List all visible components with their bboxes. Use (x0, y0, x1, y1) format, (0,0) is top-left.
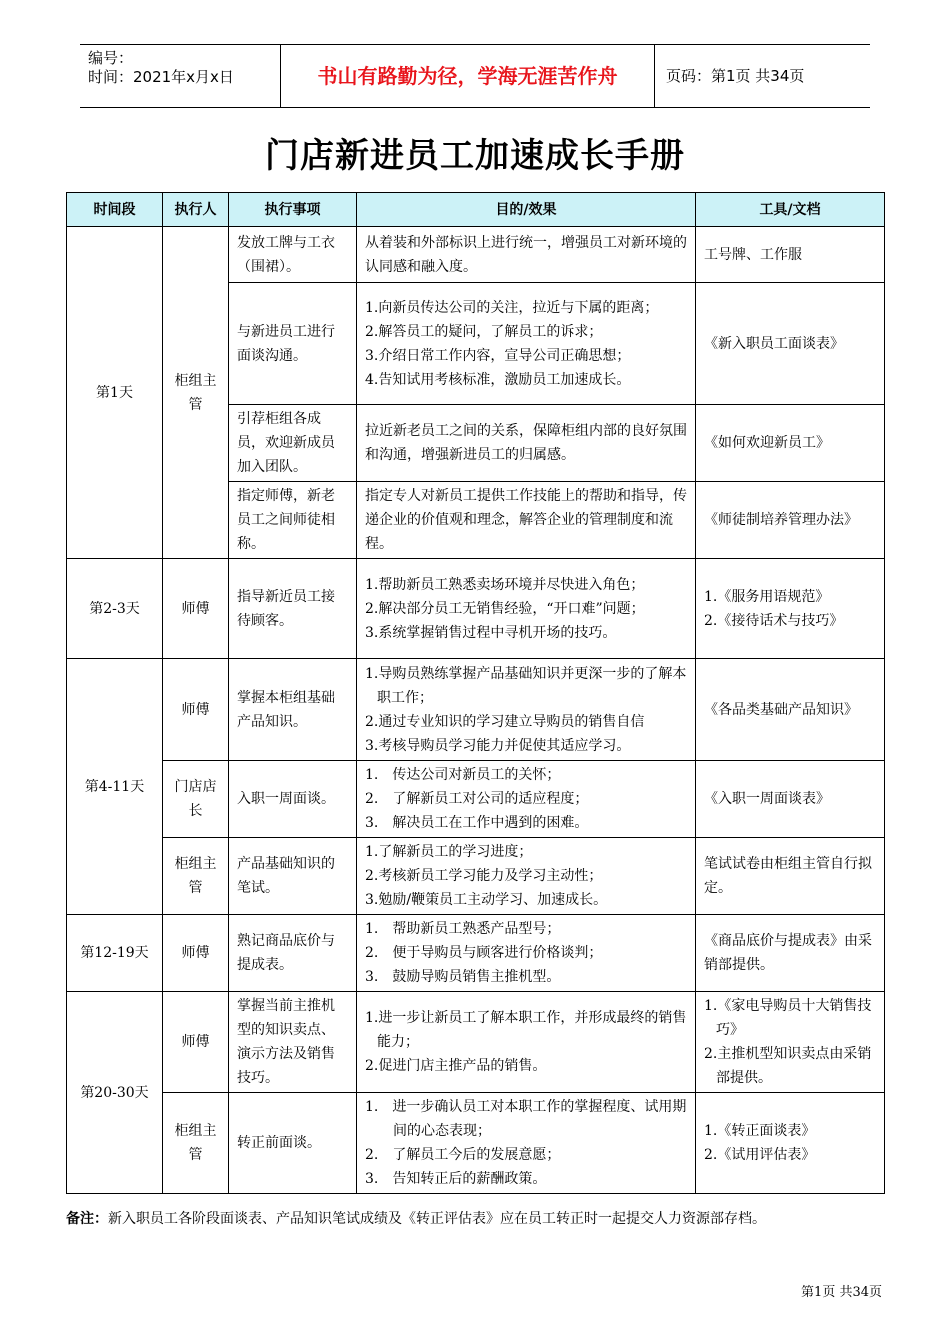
table-header-row (67, 193, 885, 227)
purpose-line: 指定专人对新员工提供工作技能上的帮助和指导，传递企业的价值观和理念，解答企业的管理制度和流程。 (365, 488, 687, 552)
table-row (67, 559, 885, 659)
purpose-line: 1. 传达公司对新员工的关怀； (365, 767, 561, 783)
purpose-cell (357, 915, 696, 992)
purpose-line: 2. 便于导购员与顾客进行价格谈判； (365, 945, 603, 961)
tool-line: 《新入职员工面谈表》 (704, 335, 844, 352)
header-meta (88, 49, 278, 87)
executor-cell: 柜组主管 (163, 838, 229, 915)
executor-cell: 师傅 (163, 915, 229, 992)
tool-line: 《师徒制培养管理办法》 (704, 512, 858, 528)
column-header: 工具/文档 (696, 193, 885, 227)
header-date: 时间：2021年x月x日 (88, 68, 234, 86)
header-page-number: 页码：第1页 共34页 (666, 67, 805, 85)
column-header: 执行事项 (229, 193, 357, 227)
purpose-line: 4.告知试用考核标准，激励员工加速成长。 (365, 371, 631, 388)
tool-line: 1.《转正面谈表》 (704, 1123, 816, 1139)
tool-cell (696, 659, 885, 761)
purpose-line: 3. 告知转正后的薪酬政策。 (365, 1171, 547, 1187)
tool-line: 2.主推机型知识卖点由采销部提供。 (704, 1046, 872, 1086)
purpose-cell (357, 659, 696, 761)
purpose-line: 1.进一步让新员工了解本职工作，并形成最终的销售能力； (365, 1010, 687, 1050)
period-cell: 第12-19天 (67, 915, 163, 992)
task-cell: 引荐柜组各成员，欢迎新成员加入团队。 (229, 405, 357, 482)
task-cell: 熟记商品底价与提成表。 (229, 915, 357, 992)
table-row (67, 761, 885, 838)
purpose-line: 1.帮助新员工熟悉卖场环境并尽快进入角色； (365, 576, 645, 593)
tool-cell (696, 761, 885, 838)
purpose-cell (357, 405, 696, 482)
tool-cell (696, 838, 885, 915)
tool-line: 工号牌、工作服 (704, 246, 802, 263)
executor-cell: 师傅 (163, 659, 229, 761)
tool-cell (696, 992, 885, 1093)
tool-cell (696, 227, 885, 283)
purpose-cell (357, 559, 696, 659)
period-cell: 第20-30天 (67, 992, 163, 1194)
task-cell: 产品基础知识的笔试。 (229, 838, 357, 915)
purpose-cell (357, 992, 696, 1093)
purpose-line: 2. 了解员工今后的发展意愿； (365, 1147, 561, 1163)
header-divider (654, 45, 655, 107)
remark-label: 备注： (66, 1211, 108, 1227)
executor-cell: 柜组主管 (163, 227, 229, 559)
remark (66, 1208, 884, 1228)
purpose-line: 3.勉励/鞭策员工主动学习、加速成长。 (365, 892, 608, 908)
period-cell: 第1天 (67, 227, 163, 559)
purpose-line: 2.解决部分员工无销售经验，“开口难”问题； (365, 600, 645, 617)
purpose-line: 1.向新员传达公司的关注，拉近与下属的距离； (365, 299, 659, 316)
task-cell: 掌握本柜组基础产品知识。 (229, 659, 357, 761)
header-motto: 书山有路勤为径，学海无涯苦作舟 (317, 64, 618, 88)
task-cell: 指导新近员工接待顾客。 (229, 559, 357, 659)
table-row (67, 915, 885, 992)
purpose-line: 2.通过专业知识的学习建立导购员的销售自信 (365, 713, 645, 730)
purpose-line: 1.导购员熟练掌握产品基础知识并更深一步的了解本职工作； (365, 665, 687, 706)
tool-cell (696, 283, 885, 405)
onboarding-table (66, 192, 885, 1194)
tool-line: 1.《服务用语规范》 (704, 588, 830, 605)
page-footer: 第1页 共34页 (801, 1285, 882, 1300)
task-cell: 发放工牌与工衣（围裙）。 (229, 227, 357, 283)
purpose-line: 2.考核新员工学习能力及学习主动性； (365, 868, 603, 884)
purpose-line: 2.促进门店主推产品的销售。 (365, 1058, 547, 1074)
tool-cell (696, 405, 885, 482)
tool-cell (696, 915, 885, 992)
tool-line: 《商品底价与提成表》由采销部提供。 (704, 933, 872, 973)
purpose-line: 3.系统掌握销售过程中寻机开场的技巧。 (365, 624, 617, 641)
purpose-line: 3.介绍日常工作内容，宣导公司正确思想； (365, 347, 631, 364)
purpose-line: 3.考核导购员学习能力并促使其适应学习。 (365, 737, 631, 754)
tool-line: 2.《试用评估表》 (704, 1147, 816, 1163)
tool-cell (696, 482, 885, 559)
task-cell: 与新进员工进行面谈沟通。 (229, 283, 357, 405)
purpose-line: 2. 了解新员工对公司的适应程度； (365, 791, 589, 807)
column-header: 执行人 (163, 193, 229, 227)
task-cell: 掌握当前主推机型的知识卖点、演示方法及销售技巧。 (229, 992, 357, 1093)
tool-line: 《入职一周面谈表》 (704, 791, 830, 807)
tool-line: 2.《接待话术与技巧》 (704, 612, 844, 629)
executor-cell: 师傅 (163, 559, 229, 659)
executor-cell: 柜组主管 (163, 1093, 229, 1194)
purpose-cell (357, 227, 696, 283)
tool-line: 《如何欢迎新员工》 (704, 435, 830, 451)
purpose-line: 1. 进一步确认员工对本职工作的掌握程度、试用期间的心态表现； (365, 1099, 687, 1139)
purpose-line: 2.解答员工的疑问，了解员工的诉求； (365, 323, 603, 340)
table-row (67, 227, 885, 283)
executor-cell: 门店店长 (163, 761, 229, 838)
executor-cell: 师傅 (163, 992, 229, 1093)
header-code: 编号： (88, 49, 134, 67)
purpose-line: 拉近新老员工之间的关系，保障柜组内部的良好氛围和沟通，增强新进员工的归属感。 (365, 423, 687, 463)
column-header: 目的/效果 (357, 193, 696, 227)
task-cell: 指定师傅，新老员工之间师徒相称。 (229, 482, 357, 559)
tool-cell (696, 559, 885, 659)
purpose-cell (357, 283, 696, 405)
purpose-cell (357, 482, 696, 559)
purpose-cell (357, 838, 696, 915)
table-row (67, 838, 885, 915)
task-cell: 转正前面谈。 (229, 1093, 357, 1194)
purpose-cell (357, 1093, 696, 1194)
table-row (67, 1093, 885, 1194)
period-cell: 第4-11天 (67, 659, 163, 915)
purpose-cell (357, 761, 696, 838)
purpose-line: 3. 解决员工在工作中遇到的困难。 (365, 815, 589, 831)
table-row (67, 992, 885, 1093)
task-cell: 入职一周面谈。 (229, 761, 357, 838)
purpose-line: 3. 鼓励导购员销售主推机型。 (365, 969, 561, 985)
tool-cell (696, 1093, 885, 1194)
page-header (80, 44, 870, 108)
tool-line: 笔试试卷由柜组主管自行拟定。 (704, 856, 872, 896)
purpose-line: 1. 帮助新员工熟悉产品型号； (365, 921, 561, 937)
purpose-line: 从着装和外部标识上进行统一，增强员工对新环境的认同感和融入度。 (365, 234, 687, 275)
remark-text: 新入职员工各阶段面谈表、产品知识笔试成绩及《转正评估表》应在员工转正时一起提交人力资源部存档。 (108, 1211, 766, 1227)
purpose-line: 1.了解新员工的学习进度； (365, 844, 533, 860)
page-title: 门店新进员工加速成长手册 (265, 136, 685, 176)
tool-line: 1.《家电导购员十大销售技巧》 (704, 998, 872, 1038)
column-header: 时间段 (67, 193, 163, 227)
table-row (67, 659, 885, 761)
period-cell: 第2-3天 (67, 559, 163, 659)
tool-line: 《各品类基础产品知识》 (704, 701, 858, 718)
